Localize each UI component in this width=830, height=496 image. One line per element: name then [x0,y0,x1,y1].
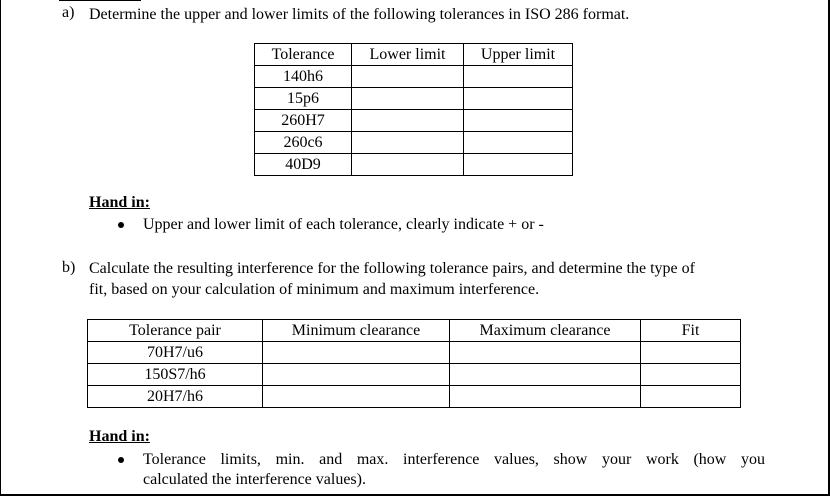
max-clearance-cell [450,342,641,364]
header-tolerance-pair: Tolerance pair [88,320,263,342]
table-row [255,88,573,110]
part-b-question-line2: fit, based on your calculation of minimum and maximum interference. [89,281,540,298]
header-maximum-clearance: Maximum clearance [450,320,641,342]
min-clearance-cell [263,386,450,408]
min-clearance-cell [263,364,450,386]
tolerance-limits-table [254,43,573,176]
fit-cell [641,342,741,364]
header-upper-limit: Upper limit [464,44,573,66]
table-row [255,154,573,176]
bullet-icon [118,222,124,228]
tolerance-cell: 140h6 [255,66,352,88]
upper-limit-cell [464,66,573,88]
lower-limit-cell [352,88,464,110]
header-lower-limit: Lower limit [352,44,464,66]
bullet-icon [118,457,124,463]
upper-limit-cell [464,154,573,176]
part-b-hand-in-title: Hand in: [89,428,150,445]
lower-limit-cell [352,154,464,176]
fit-cell [641,364,741,386]
part-b-question-line1: Calculate the resulting interference for the following tolerance pairs, and determine the type of [89,260,695,277]
max-clearance-cell [450,386,641,408]
top-rule [59,0,141,1]
part-b-hand-in-line2: calculated the interference values). [143,471,366,488]
part-a-label: a) [62,4,75,21]
tolerance-pairs-table [87,319,741,408]
part-b-label: b) [62,259,76,276]
tolerance-cell: 260c6 [255,132,352,154]
fit-cell [641,386,741,408]
tolerance-pair-cell: 150S7/h6 [88,364,263,386]
lower-limit-cell [352,66,464,88]
header-minimum-clearance: Minimum clearance [263,320,450,342]
left-border [0,0,1,496]
part-a-hand-in-title: Hand in: [89,194,150,211]
tolerance-pair-cell: 70H7/u6 [88,342,263,364]
max-clearance-cell [450,364,641,386]
lower-limit-cell [352,132,464,154]
tolerance-cell: 40D9 [255,154,352,176]
lower-limit-cell [352,110,464,132]
table-row [88,342,741,364]
table-row [88,386,741,408]
part-b-hand-in-line1: Tolerance limits, min. and max. interference values, show your work (how you [143,451,765,468]
part-a-question: Determine the upper and lower limits of the following tolerances in ISO 286 format. [89,6,630,23]
upper-limit-cell [464,88,573,110]
upper-limit-cell [464,132,573,154]
part-a-hand-in-item: Upper and lower limit of each tolerance, clearly indicate + or - [143,216,544,233]
table-row [88,364,741,386]
table-row [255,66,573,88]
tolerance-cell: 15p6 [255,88,352,110]
header-fit: Fit [641,320,741,342]
min-clearance-cell [263,342,450,364]
header-tolerance: Tolerance [255,44,352,66]
table-row [255,132,573,154]
table-header-row [88,320,741,342]
upper-limit-cell [464,110,573,132]
table-row [255,110,573,132]
tolerance-pair-cell: 20H7/h6 [88,386,263,408]
tolerance-cell: 260H7 [255,110,352,132]
table-header-row [255,44,573,66]
